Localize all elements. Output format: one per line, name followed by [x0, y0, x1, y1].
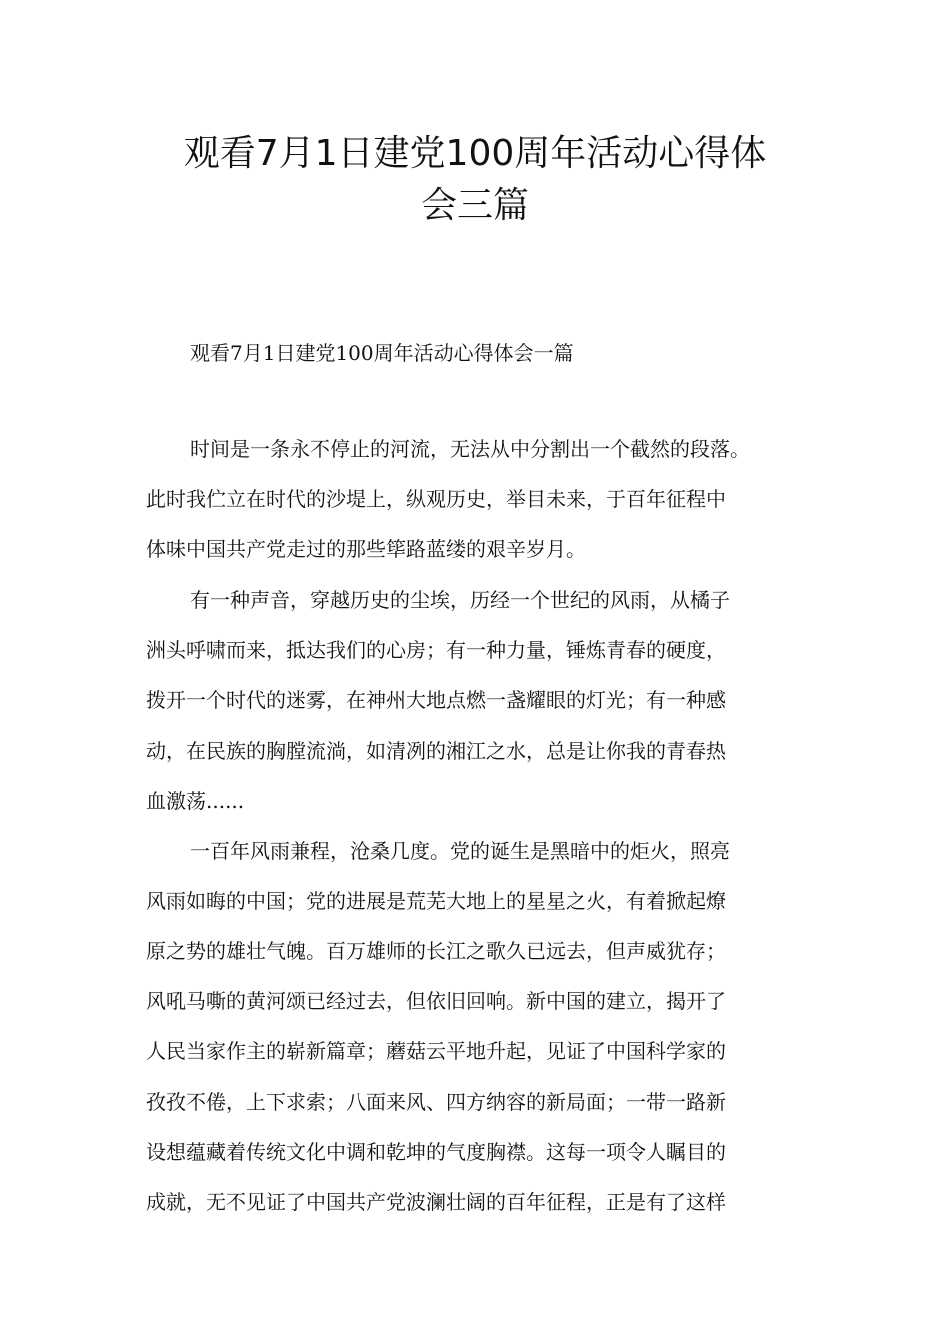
body-line: 血激荡......	[146, 789, 245, 813]
body-line: 风吼马嘶的黄河颂已经过去，但依旧回响。新中国的建立，揭开了	[146, 989, 726, 1013]
body-line: 原之势的雄壮气魄。百万雄师的长江之歌久已远去，但声威犹存；	[146, 939, 726, 963]
title-line-2: 会三篇	[420, 185, 529, 226]
document-title	[140, 128, 810, 232]
body-line: 孜孜不倦，上下求索；八面来风、四方纳容的新局面；一带一路新	[146, 1090, 726, 1114]
body-line: 此时我伫立在时代的沙堤上，纵观历史，举目未来，于百年征程中	[146, 487, 726, 511]
body-line: 体味中国共产党走过的那些筚路蓝缕的艰辛岁月。	[146, 537, 586, 561]
body-line: 成就，无不见证了中国共产党波澜壮阔的百年征程，正是有了这样	[146, 1190, 726, 1214]
body-line: 风雨如晦的中国；党的进展是荒芜大地上的星星之火，有着掀起燎	[146, 889, 726, 913]
body-line: 一百年风雨兼程，沧桑几度。党的诞生是黑暗中的炬火，照亮	[190, 839, 730, 863]
title-line-1: 观看7月1日建党100周年活动心得体	[183, 133, 767, 174]
body-line: 动，在民族的胸膛流淌，如清冽的湘江之水，总是让你我的青春热	[146, 739, 726, 763]
body-line: 时间是一条永不停止的河流，无法从中分割出一个截然的段落。	[190, 437, 750, 461]
body-line: 人民当家作主的崭新篇章；蘑菇云平地升起，见证了中国科学家的	[146, 1039, 726, 1063]
body-line: 有一种声音，穿越历史的尘埃，历经一个世纪的风雨，从橘子	[190, 588, 730, 612]
body-line: 设想蕴藏着传统文化中调和乾坤的气度胸襟。这每一项令人瞩目的	[146, 1140, 726, 1164]
section-heading: 观看7月1日建党100周年活动心得体会一篇	[190, 341, 574, 365]
body-line: 洲头呼啸而来，抵达我们的心房；有一种力量，锤炼青春的硬度，	[146, 638, 726, 662]
body-line: 拨开一个时代的迷雾，在神州大地点燃一盏耀眼的灯光；有一种感	[146, 688, 726, 712]
